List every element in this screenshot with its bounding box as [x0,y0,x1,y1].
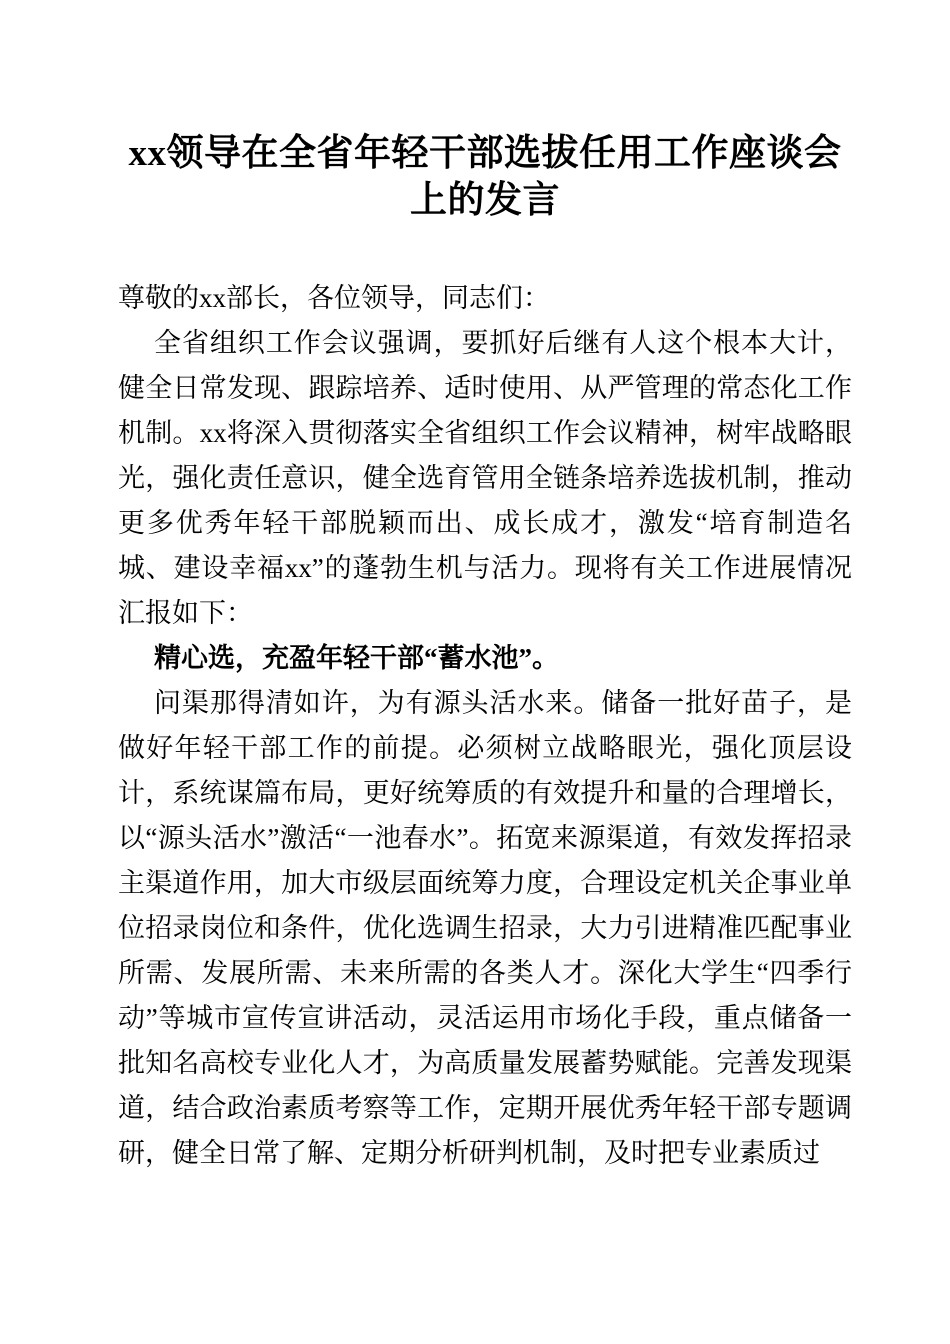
paragraph-intro: 全省组织工作会议强调，要抓好后继有人这个根本大计，健全日常发现、跟踪培养、适时使用、从严管理的常态化工作机制。xx将深入贯彻落实全省组织工作会议精神，树牢战略眼光，强化责任意识，健全选育管用全链条培养选拔机制，推动更多优秀年轻干部脱颖而出、成长成才，激发“培育制造名城、建设幸福xx”的蓬勃生机与活力。现将有关工作进展情况汇报如下： [118,328,852,628]
document-content [118,0,852,1176]
document-title: xx领导在全省年轻干部选拔任用工作座谈会上的发言 [128,133,842,221]
document-body [118,276,852,1176]
paragraph-salutation: 尊敬的xx部长，各位领导，同志们： [118,283,550,313]
paragraph-subheading: 精心选，充盈年轻干部“蓄水池”。 [154,643,559,673]
paragraph-body-detail: 问渠那得清如许，为有源头活水来。储备一批好苗子，是做好年轻干部工作的前提。必须树立战略眼光，强化顶层设计，系统谋篇布局，更好统筹质的有效提升和量的合理增长，以“源头活水”激活“一池春水”。拓宽来源渠道，有效发挥招录主渠道作用，加大市级层面统筹力度，合理设定机关企事业单位招录岗位和条件，优化选调生招录，大力引进精准匹配事业所需、发展所需、未来所需的各类人才。深化大学生“四季行动”等城市宣传宣讲活动，灵活运用市场化手段，重点储备一批知名高校专业化人才，为高质量发展蓄势赋能。完善发现渠道，结合政治素质考察等工作，定期开展优秀年轻干部专题调研，健全日常了解、定期分析研判机制，及时把专业素质过 [118,688,852,1168]
